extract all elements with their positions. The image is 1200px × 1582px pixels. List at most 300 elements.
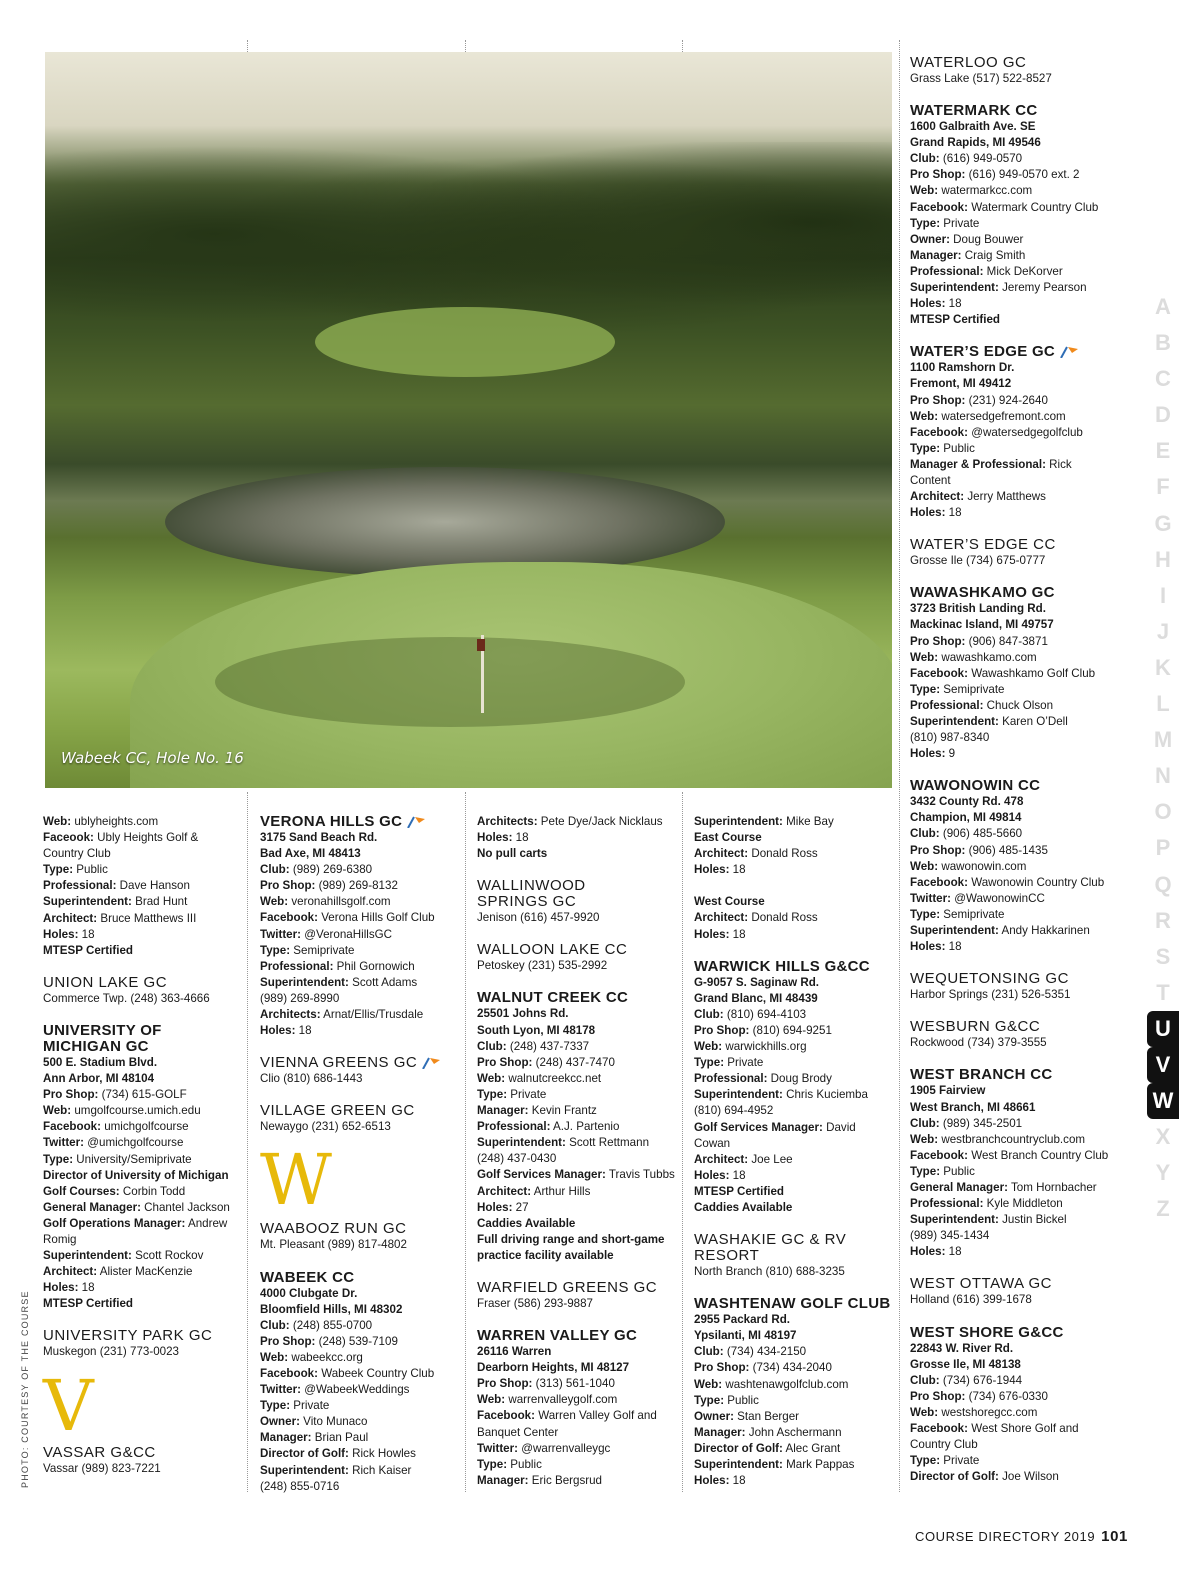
listing-line — [260, 1334, 460, 1350]
field-label: Holes: — [43, 927, 79, 941]
field-value: Brad Hunt — [131, 895, 188, 909]
listing-line — [910, 393, 1135, 409]
listing-line — [910, 1389, 1135, 1405]
wabeek-entry — [260, 1286, 460, 1495]
listing-line — [910, 457, 1135, 473]
course-photo — [45, 52, 892, 788]
field-value: 18 — [729, 927, 746, 941]
field-value: (906) 847-3871 — [965, 634, 1048, 648]
field-label: Facebook: — [910, 1148, 968, 1162]
listing-info: Fraser (586) 293-9887 — [477, 1296, 593, 1310]
field-label: Holes: — [910, 506, 946, 520]
listing-name — [260, 814, 460, 830]
field-label: Club: — [477, 1039, 507, 1053]
field-value: (989) 269-8132 — [315, 879, 398, 893]
listing-line — [43, 1119, 243, 1135]
listing-line — [910, 1453, 1135, 1469]
field-value: 27 — [512, 1200, 529, 1214]
field-value: Travis Tubbs — [605, 1168, 675, 1182]
listing-line — [477, 1376, 677, 1392]
listing-line — [694, 1393, 894, 1409]
listing-line — [910, 489, 1135, 505]
listing-line — [910, 296, 1135, 312]
index-letter-v: V — [1147, 1047, 1179, 1083]
listing-line — [260, 1318, 460, 1334]
listing-info: Petoskey (231) 535-2992 — [477, 959, 608, 973]
field-label: 25501 Johns Rd. — [477, 1007, 569, 1021]
field-label: 1905 Fairview — [910, 1084, 986, 1098]
listing-line — [260, 894, 460, 910]
listing-line — [260, 1023, 460, 1039]
field-label: Web: — [260, 1350, 289, 1364]
field-label: Pro Shop: — [43, 1088, 99, 1102]
field-value: (248) 539-7109 — [315, 1334, 398, 1348]
listing-line — [260, 1350, 460, 1366]
listing-line — [910, 746, 1135, 762]
listing-line — [694, 846, 894, 862]
field-label: Bloomfield Hills, MI 48302 — [260, 1302, 403, 1316]
field-value: (734) 434-2040 — [749, 1361, 832, 1375]
field-label: General Manager: — [910, 1180, 1008, 1194]
field-label: Pro Shop: — [260, 879, 316, 893]
listing-info: Grosse Ile (734) 675-0777 — [910, 554, 1046, 568]
index-letter-l: L — [1156, 691, 1170, 717]
field-value: @watersedgegolfclub — [967, 425, 1083, 439]
field-value: @VeronaHillsGC — [301, 927, 393, 941]
listing-line — [477, 1135, 677, 1151]
field-value: (810) 987-8340 — [910, 731, 990, 745]
listing-line — [910, 1116, 1135, 1132]
listing-line — [477, 1006, 677, 1022]
field-label: Bad Axe, MI 48413 — [260, 847, 361, 861]
verona-name: VERONA HILLS GC — [260, 813, 403, 830]
field-value: Public — [73, 863, 108, 877]
ubly-heights-entry — [43, 814, 243, 959]
field-label: Dearborn Heights, MI 48127 — [477, 1361, 630, 1375]
field-value: Private — [507, 1087, 547, 1101]
listing-line — [910, 425, 1135, 441]
field-label: Twitter: — [43, 1136, 85, 1150]
listing-line — [43, 1135, 243, 1151]
listing-line — [694, 1328, 894, 1344]
field-label: Web: — [477, 1071, 506, 1085]
listing-line — [477, 1425, 677, 1441]
field-value: (248) 437-7337 — [506, 1039, 590, 1053]
field-label: Pro Shop: — [477, 1377, 533, 1391]
field-value: washtenawgolfclub.com — [722, 1377, 849, 1391]
field-label: Director of Golf: — [260, 1447, 349, 1461]
listing-line — [477, 1392, 677, 1408]
field-label: Holes: — [694, 1168, 730, 1182]
vienna-name: VIENNA GREENS GC — [260, 1054, 418, 1072]
listing-line — [694, 1377, 894, 1393]
field-value: Kevin Frantz — [528, 1104, 597, 1118]
index-letter-b: B — [1155, 330, 1171, 356]
listing-line — [477, 846, 677, 862]
listing-line — [260, 1302, 460, 1318]
listing-info: Newaygo (231) 652-6513 — [260, 1120, 391, 1134]
field-label: Facebook: — [260, 1366, 318, 1380]
field-value: University/Semiprivate — [73, 1152, 192, 1166]
listing-line — [43, 862, 243, 878]
listing-name: WAABOOZ RUN GC — [260, 1220, 407, 1238]
index-letter-h: H — [1155, 546, 1171, 572]
field-label: 500 E. Stadium Blvd. — [43, 1055, 158, 1069]
field-value: Karen O’Dell — [998, 715, 1068, 728]
field-label: Club: — [694, 1007, 724, 1021]
field-value: umgolfcourse.umich.edu — [71, 1104, 201, 1118]
field-label: Owner: — [694, 1409, 734, 1423]
listing-line — [260, 1430, 460, 1446]
field-value: westbranchcountryclub.com — [938, 1132, 1086, 1146]
field-value: Kyle Middleton — [983, 1197, 1063, 1211]
index-letter-o: O — [1154, 799, 1172, 825]
field-value: Dave Hanson — [116, 879, 190, 893]
field-value: watermarkcc.com — [938, 184, 1033, 198]
field-label: Superintendent: — [43, 895, 132, 909]
field-value: (248) 437-7470 — [532, 1055, 615, 1069]
index-letter-a: A — [1155, 294, 1171, 319]
listing-name: WATERMARK CC — [910, 102, 1038, 120]
field-value: wabeekcc.org — [288, 1350, 363, 1364]
field-label: Grand Blanc, MI 48439 — [694, 991, 818, 1005]
field-value: 18 — [945, 506, 962, 520]
listing-line — [43, 1071, 243, 1087]
field-label: No pull carts — [477, 847, 548, 861]
listing-line — [43, 1184, 243, 1200]
listing-line — [694, 1200, 894, 1216]
listing-line — [694, 927, 894, 943]
listing-line — [43, 1216, 243, 1232]
field-label: Superintendent: — [694, 815, 783, 828]
listing-line — [910, 151, 1135, 167]
listing-line — [43, 943, 243, 959]
listing-line — [477, 1408, 677, 1424]
field-value: (989) 345-2501 — [939, 1116, 1023, 1130]
field-value: Romig — [43, 1232, 77, 1246]
field-label: Type: — [910, 1454, 941, 1468]
column-divider — [465, 792, 466, 1492]
field-value: Doug Brody — [767, 1072, 832, 1086]
field-value: Private — [940, 216, 980, 230]
listing-line — [910, 923, 1135, 939]
field-value: Alec Grant — [782, 1441, 841, 1455]
field-label: Director of Golf: — [910, 1470, 999, 1484]
field-value: Phil Gornowich — [333, 959, 415, 973]
listing-line — [910, 698, 1135, 714]
field-value: Joe Wilson — [998, 1470, 1059, 1484]
listing-line — [694, 1184, 894, 1200]
field-value: (313) 561-1040 — [532, 1377, 615, 1391]
listing-line — [477, 1473, 677, 1489]
listing-line — [910, 1357, 1135, 1373]
listing-line — [910, 666, 1135, 682]
listing-line — [477, 1087, 677, 1103]
listing-line — [694, 1457, 894, 1473]
listing-info: Harbor Springs (231) 526-5351 — [910, 988, 1071, 1002]
listing-line — [43, 846, 243, 862]
listing-line — [910, 682, 1135, 698]
footer-section: COURSE DIRECTORY 2019 — [914, 1529, 1096, 1544]
field-label: Pro Shop: — [910, 634, 966, 648]
umich-entry — [43, 1055, 243, 1313]
field-value: Wawashkamo Golf Club — [967, 666, 1096, 680]
listing-name: UNIVERSITY OF MICHIGAN GC — [43, 1021, 162, 1055]
listing-line — [910, 601, 1135, 617]
listing-line — [694, 975, 894, 991]
field-label: Twitter: — [910, 891, 952, 905]
listing-line — [477, 1344, 677, 1360]
field-value: (906) 485-5660 — [939, 827, 1023, 841]
listing-line — [910, 473, 1135, 489]
listing-name: WAWASHKAMO GC — [910, 584, 1055, 602]
listing-line — [910, 200, 1135, 216]
field-value: wawashkamo.com — [938, 650, 1037, 664]
index-letter-e: E — [1155, 438, 1171, 464]
listing-line — [910, 1437, 1135, 1453]
field-value: Vito Munaco — [299, 1415, 368, 1429]
listing-line — [43, 911, 243, 927]
listing-line — [910, 1228, 1135, 1244]
listing-line — [477, 1441, 677, 1457]
field-value: Donald Ross — [748, 847, 818, 861]
field-label: General Manager: — [43, 1200, 141, 1214]
field-label: Professional: — [694, 1072, 768, 1086]
listing-line — [910, 875, 1135, 891]
field-value: Mark Pappas — [782, 1458, 855, 1471]
field-label: Architect: — [43, 911, 98, 925]
field-label: Champion, MI 49814 — [910, 811, 1022, 825]
field-label: Pro Shop: — [910, 843, 966, 857]
field-value: Joe Lee — [748, 1152, 793, 1166]
field-label: Architect: — [910, 490, 965, 504]
listing-line — [910, 1405, 1135, 1421]
field-label: Web: — [910, 1132, 939, 1146]
field-value: Ubly Heights Golf & — [93, 831, 199, 845]
field-value: Stan Berger — [733, 1409, 800, 1423]
field-label: Golf Services Manager: — [477, 1168, 606, 1182]
listing-line — [694, 1136, 894, 1152]
listing-line — [694, 1360, 894, 1376]
field-label: Web: — [910, 650, 939, 664]
listing-line — [910, 119, 1135, 135]
listing-line — [260, 830, 460, 846]
field-value: 18 — [295, 1024, 312, 1038]
listing-line — [260, 1007, 460, 1023]
field-label: 2955 Packard Rd. — [694, 1313, 791, 1327]
listing-line — [260, 1479, 460, 1495]
listing-line — [260, 927, 460, 943]
listing-line — [694, 1055, 894, 1071]
field-value: 18 — [945, 297, 962, 311]
listing-line — [910, 167, 1135, 183]
field-label: Architect: — [694, 847, 749, 861]
listing-line — [910, 810, 1135, 826]
field-value: Verona Hills Golf Club — [317, 911, 435, 925]
listing-line — [477, 1457, 677, 1473]
field-label: Manager: — [260, 1431, 312, 1445]
field-label: Architect: — [694, 911, 749, 925]
listing-line — [910, 183, 1135, 199]
listing-info: Jenison (616) 457-9920 — [477, 911, 600, 925]
photo-shade — [215, 637, 685, 727]
listing-line — [910, 794, 1135, 810]
column-divider — [899, 40, 900, 1492]
listing-name: WABEEK CC — [260, 1268, 355, 1286]
field-value: (906) 485-1435 — [965, 843, 1048, 857]
field-value: 18 — [729, 1168, 746, 1182]
listing-line — [910, 730, 1135, 746]
listing-line — [43, 1264, 243, 1280]
field-value: Scott Rockov — [131, 1249, 204, 1263]
field-label: Holes: — [694, 927, 730, 941]
index-letter-n: N — [1155, 763, 1171, 789]
listing-line — [910, 1180, 1135, 1196]
listing-line — [694, 1152, 894, 1168]
field-label: Web: — [910, 409, 939, 423]
field-label: 1600 Galbraith Ave. SE — [910, 120, 1036, 134]
field-value: walnutcreekcc.net — [505, 1071, 602, 1085]
field-label: Ypsilanti, MI 48197 — [694, 1329, 797, 1343]
field-label: MTESP Certified — [694, 1184, 784, 1198]
field-label: Superintendent: — [477, 1136, 566, 1150]
field-value: 9 — [945, 747, 956, 761]
field-label: MTESP Certified — [43, 943, 133, 957]
listing-line — [260, 1446, 460, 1462]
listing-line — [910, 135, 1135, 151]
field-label: Club: — [910, 1373, 940, 1387]
field-value: (248) 437-0430 — [477, 1152, 557, 1166]
listing-line — [477, 1216, 677, 1232]
verona-entry — [260, 830, 460, 1039]
field-label: Professional: — [477, 1120, 551, 1134]
listing-line — [694, 1071, 894, 1087]
field-label: Facebook: — [910, 200, 968, 214]
warwick-entry — [694, 975, 894, 1216]
west-shore-entry — [910, 1341, 1135, 1486]
field-value: Craig Smith — [961, 248, 1026, 262]
field-value: Jerry Matthews — [964, 490, 1046, 504]
column-divider — [465, 40, 466, 52]
listing-line — [477, 830, 677, 846]
field-value: Chuck Olson — [983, 698, 1054, 712]
listing-line — [477, 1184, 677, 1200]
field-value: (989) 345-1434 — [910, 1229, 990, 1243]
listing-line — [694, 1087, 894, 1103]
field-label: Professional: — [910, 698, 984, 712]
page-footer — [915, 1528, 1128, 1545]
listing-line — [910, 360, 1135, 376]
field-label: Golf Courses: — [43, 1184, 120, 1198]
listing-line — [477, 1039, 677, 1055]
listing-info: Holland (616) 399-1678 — [910, 1293, 1032, 1307]
index-letter-t: T — [1156, 979, 1170, 1005]
field-value: Andy Hakkarinen — [998, 924, 1090, 938]
field-value: Andrew — [185, 1216, 228, 1230]
listing-line — [260, 975, 460, 991]
field-label: Holes: — [43, 1281, 79, 1295]
field-label: Type: — [477, 1087, 508, 1101]
field-value: Watermark Country Club — [967, 200, 1099, 214]
field-value: Semiprivate — [940, 907, 1005, 921]
field-label: Superintendent: — [910, 924, 999, 938]
listing-name: WASHTENAW GOLF CLUB — [694, 1295, 891, 1313]
index-letter-r: R — [1155, 907, 1171, 933]
field-label: Superintendent: — [694, 1088, 783, 1102]
field-label: Superintendent: — [43, 1249, 132, 1263]
field-label: Facebook: — [43, 1120, 101, 1134]
field-label: Manager & Professional: — [910, 457, 1046, 471]
listing-line — [910, 248, 1135, 264]
field-label: Caddies Available — [477, 1216, 576, 1230]
field-value: Private — [290, 1399, 330, 1413]
field-label: Type: — [910, 682, 941, 696]
field-label: Holes: — [477, 831, 513, 845]
listing-line — [477, 1232, 677, 1248]
col4-top-entry — [694, 814, 894, 943]
field-value: Banquet Center — [477, 1425, 559, 1439]
listing-info: Vassar (989) 823-7221 — [43, 1461, 161, 1475]
field-label: Twitter: — [260, 1383, 302, 1397]
listing-line — [910, 891, 1135, 907]
field-label: MTESP Certified — [910, 313, 1000, 327]
photo-water — [165, 467, 725, 577]
field-value: 18 — [512, 831, 529, 845]
listing-line — [43, 1152, 243, 1168]
listing-line — [910, 312, 1135, 328]
listing-info: Grass Lake (517) 522-8527 — [910, 72, 1052, 85]
field-label: East Course — [694, 831, 762, 845]
field-label: Pro Shop: — [477, 1055, 533, 1069]
col3-top-entry — [477, 814, 677, 862]
field-value: Arnat/Ellis/Trusdale — [320, 1008, 424, 1022]
column-4 — [694, 814, 894, 1489]
wawashkamo-entry — [910, 601, 1135, 762]
field-label: Holes: — [910, 1245, 946, 1259]
field-label: Holes: — [910, 297, 946, 311]
listing-line — [910, 907, 1135, 923]
listing-line — [910, 939, 1135, 955]
field-label: Type: — [260, 943, 291, 957]
listing-line — [694, 1473, 894, 1489]
index-letter-s: S — [1155, 943, 1171, 969]
listing-line — [43, 1232, 243, 1248]
listing-line — [43, 814, 243, 830]
listing-line — [43, 878, 243, 894]
listing-line — [694, 862, 894, 878]
section-letter-v: V — [43, 1364, 94, 1447]
photo-credit: PHOTO: COURTESY OF THE COURSE — [20, 1290, 30, 1488]
field-value: (734) 434-2150 — [723, 1345, 807, 1359]
field-value: Rick — [1045, 457, 1072, 471]
field-label: South Lyon, MI 48178 — [477, 1023, 596, 1037]
listing-line — [910, 1100, 1135, 1116]
field-value: Corbin Todd — [119, 1184, 186, 1198]
index-letter-p: P — [1155, 835, 1171, 861]
listing-line — [477, 814, 677, 830]
listing-name: WASHAKIE GC & RV RESORT — [694, 1231, 847, 1265]
field-value: westshoregcc.com — [938, 1405, 1038, 1419]
listing-line — [694, 991, 894, 1007]
field-label: Director of Golf: — [694, 1441, 783, 1455]
listing-info: North Branch (810) 688-3235 — [694, 1265, 845, 1279]
field-label: Superintendent: — [910, 1213, 999, 1227]
field-label: Facebook: — [910, 875, 968, 889]
index-letter-g: G — [1154, 510, 1172, 536]
listing-line — [477, 1167, 677, 1183]
field-label: MTESP Certified — [43, 1297, 133, 1311]
tee-flag-icon — [406, 816, 426, 828]
